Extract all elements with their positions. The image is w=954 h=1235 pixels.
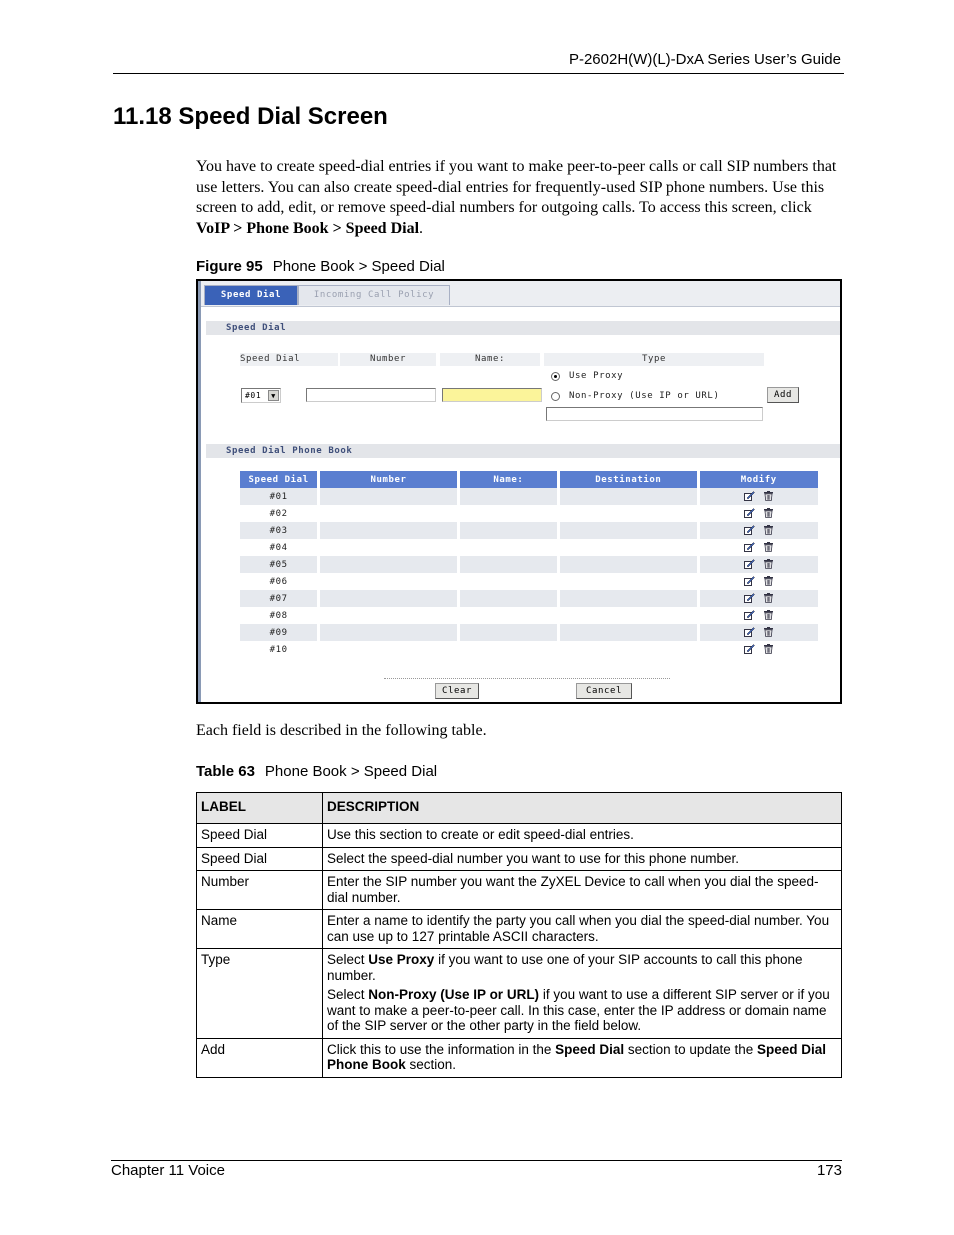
phone-book-row	[240, 505, 818, 522]
chevron-down-icon[interactable]: ▼	[268, 390, 279, 401]
speed-dial-screenshot	[196, 279, 842, 704]
desc-text: Click this to use the information in the	[327, 1041, 556, 1057]
desc-text: Select	[327, 952, 369, 967]
phone-book-section-title: Speed Dial Phone Book	[206, 444, 840, 458]
table-label: Table 63	[196, 763, 255, 780]
edit-icon[interactable]	[744, 542, 755, 552]
phone-book-row	[240, 607, 818, 624]
type-desc-para-2	[327, 987, 837, 1034]
phone-book-row	[240, 641, 818, 658]
delete-icon[interactable]	[763, 508, 774, 518]
entry-number	[319, 624, 458, 641]
footer-rule	[111, 1160, 842, 1161]
figure-caption	[196, 258, 445, 275]
tab-speed-dial[interactable]: Speed Dial	[204, 285, 298, 305]
row-description: Use this section to create or edit speed-dial entries.	[323, 824, 842, 848]
use-proxy-label: Use Proxy	[569, 371, 624, 381]
th-label: LABEL	[197, 793, 323, 824]
row-label: Type	[197, 949, 323, 1039]
entry-destination	[559, 624, 698, 641]
edit-icon[interactable]	[744, 508, 755, 518]
entry-modify	[698, 488, 818, 505]
intro-end: .	[419, 219, 424, 237]
entry-name	[458, 607, 558, 624]
entry-destination	[559, 607, 698, 624]
entry-speed-dial: #01	[240, 488, 319, 505]
cancel-button[interactable]: Cancel	[576, 683, 632, 699]
use-proxy-radio[interactable]	[551, 372, 560, 381]
name-input[interactable]	[442, 388, 542, 402]
entry-modify	[698, 539, 818, 556]
screenshot-frame-edge	[198, 281, 201, 702]
row-description: Select the speed-dial number you want to use for this phone number.	[323, 847, 842, 871]
row-description: Enter the SIP number you want the ZyXEL Device to call when you dial the speed-dial number.	[323, 871, 842, 910]
phone-book-row	[240, 590, 818, 607]
delete-icon[interactable]	[763, 542, 774, 552]
entry-speed-dial: #04	[240, 539, 319, 556]
entry-name	[458, 539, 558, 556]
section-title: 11.18 Speed Dial Screen	[113, 103, 388, 130]
entry-destination	[559, 539, 698, 556]
entry-speed-dial: #10	[240, 641, 319, 658]
row-label: Speed Dial	[197, 824, 323, 848]
col-header-number: Number	[340, 353, 436, 366]
entry-number	[319, 590, 458, 607]
entry-number	[319, 607, 458, 624]
row-description	[323, 949, 842, 1039]
entry-speed-dial: #06	[240, 573, 319, 590]
desc-text: if you want to use a different SIP server or if you want to make a peer-to-peer call. In this case, enter the IP address or domain name of the SIP server or the other party in the field below.	[327, 987, 830, 1033]
delete-icon[interactable]	[763, 491, 774, 501]
button-divider	[384, 678, 670, 679]
entry-name	[458, 641, 558, 658]
table-intro-text: Each field is described in the following table.	[196, 722, 487, 739]
edit-icon[interactable]	[744, 525, 755, 535]
th-modify: Modify	[698, 471, 818, 488]
edit-icon[interactable]	[744, 627, 755, 637]
type-desc-para-1	[327, 952, 837, 983]
footer-chapter: Chapter 11 Voice	[111, 1162, 225, 1179]
delete-icon[interactable]	[763, 627, 774, 637]
phone-book-row	[240, 573, 818, 590]
non-proxy-label: Non-Proxy (Use IP or URL)	[569, 391, 720, 401]
edit-icon[interactable]	[744, 593, 755, 603]
col-header-type: Type	[544, 353, 764, 366]
phone-book-header-row	[240, 471, 818, 488]
entry-number	[319, 539, 458, 556]
desc-bold: Speed Dial	[555, 1041, 625, 1057]
edit-icon[interactable]	[744, 491, 755, 501]
phone-book-row	[240, 624, 818, 641]
row-label: Speed Dial	[197, 847, 323, 871]
phone-book-table	[240, 471, 818, 658]
row-description	[323, 1038, 842, 1077]
edit-icon[interactable]	[744, 644, 755, 654]
entry-destination	[559, 522, 698, 539]
phone-book-row	[240, 522, 818, 539]
table-row	[197, 824, 842, 848]
th-number: Number	[319, 471, 458, 488]
row-description: Enter a name to identify the party you call when you dial the speed-dial number. You can use up to 127 printable ASCII characters.	[323, 910, 842, 949]
entry-modify	[698, 505, 818, 522]
edit-icon[interactable]	[744, 610, 755, 620]
entry-speed-dial: #07	[240, 590, 319, 607]
entry-destination	[559, 488, 698, 505]
tab-incoming-call-policy[interactable]: Incoming Call Policy	[298, 285, 450, 305]
entry-speed-dial: #09	[240, 624, 319, 641]
entry-name	[458, 556, 558, 573]
desc-bold: Use Proxy	[368, 952, 435, 967]
entry-modify	[698, 624, 818, 641]
description-table	[196, 792, 842, 1078]
table-row	[197, 949, 842, 1039]
entry-destination	[559, 573, 698, 590]
entry-name	[458, 590, 558, 607]
edit-icon[interactable]	[744, 559, 755, 569]
entry-number	[319, 573, 458, 590]
desc-text: if you want to use one of your SIP accounts to call this phone number.	[327, 952, 803, 983]
table-row	[197, 847, 842, 871]
row-label: Name	[197, 910, 323, 949]
entry-speed-dial: #08	[240, 607, 319, 624]
edit-icon[interactable]	[744, 576, 755, 586]
entry-destination	[559, 590, 698, 607]
col-header-speed-dial: Speed Dial	[240, 353, 338, 366]
desc-text: section.	[405, 1057, 457, 1072]
delete-icon[interactable]	[763, 610, 774, 620]
table-caption-text: Phone Book > Speed Dial	[264, 763, 438, 780]
row-label: Number	[197, 871, 323, 910]
entry-speed-dial: #03	[240, 522, 319, 539]
speed-dial-select-value: #01	[245, 391, 262, 400]
table-caption	[196, 763, 437, 780]
th-description: DESCRIPTION	[323, 793, 842, 824]
entry-number	[319, 641, 458, 658]
delete-icon[interactable]	[763, 576, 774, 586]
speed-dial-select[interactable]	[241, 388, 281, 403]
entry-name	[458, 573, 558, 590]
col-header-name: Name:	[440, 353, 540, 366]
intro-paragraph	[196, 157, 846, 239]
desc-bold: Non-Proxy (Use IP or URL)	[368, 987, 540, 1002]
th-name: Name:	[458, 471, 558, 488]
table-row	[197, 871, 842, 910]
entry-number	[319, 505, 458, 522]
add-button[interactable]: Add	[767, 387, 799, 403]
entry-modify	[698, 641, 818, 658]
figure-caption-text: Phone Book > Speed Dial	[272, 258, 445, 275]
desc-bold: Speed Dial Phone Book	[327, 1041, 827, 1072]
tab-bar	[201, 281, 840, 307]
phone-book-row	[240, 556, 818, 573]
intro-text: You have to create speed-dial entries if you want to make peer-to-peer calls or call SIP numbers that use letters. You can also create speed-dial entries for frequently-used SIP phone numbers. Use this screen to add, edit, or remove speed-dial numbers for outgoing calls. To access this screen, click	[196, 158, 837, 216]
entry-speed-dial: #05	[240, 556, 319, 573]
entry-destination	[559, 641, 698, 658]
entry-modify	[698, 607, 818, 624]
running-header: P-2602H(W)(L)-DxA Series User’s Guide	[568, 51, 841, 68]
speed-dial-section-title: Speed Dial	[206, 321, 840, 335]
table-row	[197, 910, 842, 949]
description-table-header	[197, 793, 842, 824]
entry-number	[319, 522, 458, 539]
header-rule	[113, 73, 844, 74]
number-input[interactable]	[306, 388, 436, 402]
intro-menu-path: VoIP > Phone Book > Speed Dial	[196, 219, 420, 237]
entry-name	[458, 488, 558, 505]
desc-text: Select	[327, 987, 369, 1002]
entry-modify	[698, 590, 818, 607]
th-speed-dial: Speed Dial	[240, 471, 319, 488]
entry-modify	[698, 556, 818, 573]
entry-modify	[698, 573, 818, 590]
table-row	[197, 1038, 842, 1077]
entry-destination	[559, 505, 698, 522]
figure-label: Figure 95	[196, 258, 263, 275]
entry-number	[319, 488, 458, 505]
phone-book-row	[240, 488, 818, 505]
entry-name	[458, 522, 558, 539]
row-label: Add	[197, 1038, 323, 1077]
delete-icon[interactable]	[763, 593, 774, 603]
non-proxy-radio[interactable]	[551, 392, 560, 401]
delete-icon[interactable]	[763, 525, 774, 535]
delete-icon[interactable]	[763, 559, 774, 569]
entry-number	[319, 556, 458, 573]
page-number: 173	[816, 1162, 842, 1179]
entry-name	[458, 624, 558, 641]
phone-book-row	[240, 539, 818, 556]
desc-text: section to update the	[624, 1041, 757, 1057]
entry-name	[458, 505, 558, 522]
destination-input[interactable]	[546, 407, 763, 421]
entry-destination	[559, 556, 698, 573]
entry-modify	[698, 522, 818, 539]
delete-icon[interactable]	[763, 644, 774, 654]
th-destination: Destination	[559, 471, 698, 488]
entry-speed-dial: #02	[240, 505, 319, 522]
clear-button[interactable]: Clear	[435, 683, 479, 699]
